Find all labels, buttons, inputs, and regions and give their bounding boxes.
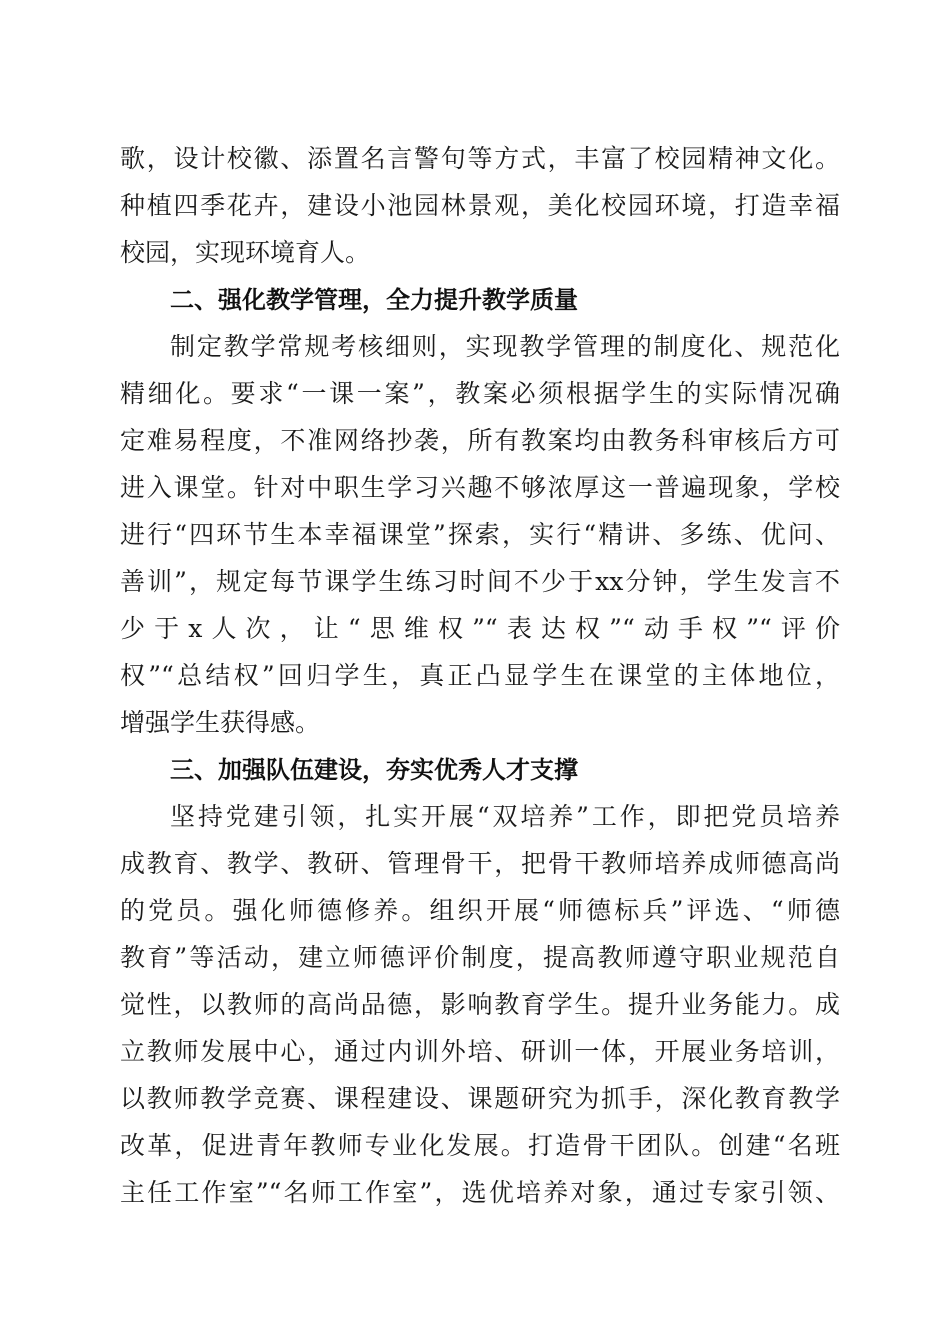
paragraph-line: 主任工作室”“名师工作室”，选优培养对象，通过专家引领、	[120, 1178, 840, 1207]
paragraph-line: 歌，设计校徽、添置名言警句等方式，丰富了校园精神文化。	[120, 144, 840, 173]
paragraph-line: 种植四季花卉，建设小池园林景观，美化校园环境，打造幸福	[120, 191, 840, 220]
paragraph-line: 进行“四环节生本幸福课堂”探索，实行“精讲、多练、优问、	[120, 520, 840, 549]
paragraph-line: 少于x人次，让“思维权”“表达权”“动手权”“评价	[120, 614, 840, 643]
paragraph-line: 教育”等活动，建立师德评价制度，提高教师遵守职业规范自	[120, 943, 840, 972]
paragraph-line: 校园，实现环境育人。	[120, 238, 371, 267]
paragraph-line: 改革，促进青年教师专业化发展。打造骨干团队。创建“名班	[120, 1131, 840, 1160]
section-heading-2: 二、强化教学管理，全力提升教学质量	[170, 286, 578, 314]
paragraph-line: 以教师教学竞赛、课程建设、课题研究为抓手，深化教育教学	[120, 1084, 840, 1113]
paragraph-line: 进入课堂。针对中职生学习兴趣不够浓厚这一普遍现象，学校	[120, 473, 840, 502]
paragraph-line: 精细化。要求“一课一案”，教案必须根据学生的实际情况确	[120, 379, 840, 408]
paragraph-line: 成教育、教学、教研、管理骨干，把骨干教师培养成师德高尚	[120, 849, 840, 878]
paragraph-line: 善训”，规定每节课学生练习时间不少于xx分钟，学生发言不	[120, 567, 840, 596]
paragraph-line: 定难易程度，不准网络抄袭，所有教案均由教务科审核后方可	[120, 426, 840, 455]
paragraph-line: 权”“总结权”回归学生，真正凸显学生在课堂的主体地位，	[120, 661, 840, 690]
paragraph-line: 立教师发展中心，通过内训外培、研训一体，开展业务培训，	[120, 1037, 840, 1066]
paragraph-line: 增强学生获得感。	[120, 708, 321, 737]
section-heading-3: 三、加强队伍建设，夯实优秀人才支撑	[170, 756, 578, 784]
paragraph-line: 制定教学常规考核细则，实现教学管理的制度化、规范化	[170, 332, 840, 361]
paragraph-line: 觉性，以教师的高尚品德，影响教育学生。提升业务能力。成	[120, 990, 840, 1019]
paragraph-line: 的党员。强化师德修养。组织开展“师德标兵”评选、“师德	[120, 896, 840, 925]
paragraph-line: 坚持党建引领，扎实开展“双培养”工作，即把党员培养	[170, 802, 840, 831]
